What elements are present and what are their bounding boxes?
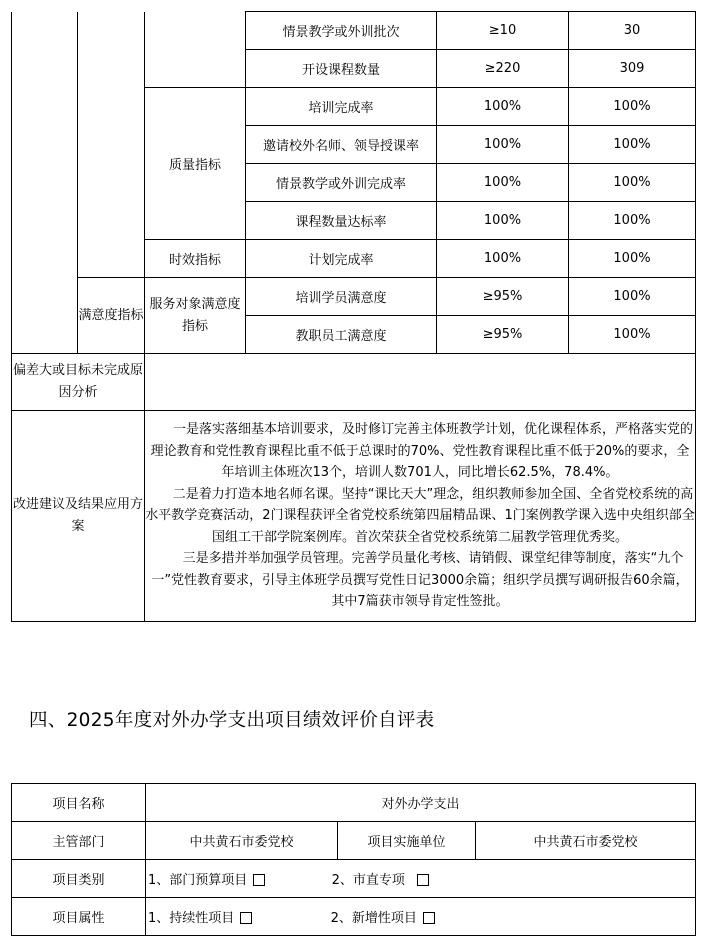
target-cell: 100%: [437, 240, 569, 278]
dept-value: 中共黄石市委党校: [146, 822, 338, 860]
project-name-label: 项目名称: [12, 784, 146, 822]
dept-label: 主管部门: [12, 822, 146, 860]
project-info-table: [11, 783, 696, 936]
metric-cell: 邀请校外名师、领导授课率: [246, 126, 437, 164]
actual-cell: 100%: [569, 202, 696, 240]
target-cell: ≥10: [437, 12, 569, 50]
deviation-analysis-label: 偏差大或目标未完成原因分析: [12, 354, 145, 411]
actual-cell: 100%: [569, 240, 696, 278]
service-satisfaction-label: 服务对象满意度指标: [145, 278, 246, 354]
improvement-paragraph: 三是多措并举加强学员管理。完善学员量化考核、请销假、课堂纪律等制度，落实“九个一”党性教育要求，引导主体班学员撰写党性日记3000余篇；组织学员撰写调研报告60余篇，其中7篇获市领导肯定性签批。: [151, 551, 689, 610]
metric-cell: 培训学员满意度: [246, 278, 437, 316]
checkbox-icon[interactable]: [417, 874, 429, 886]
target-cell: 100%: [437, 88, 569, 126]
impl-unit-label: 项目实施单位: [338, 822, 476, 860]
impl-unit-value: 中共黄石市委党校: [476, 822, 696, 860]
project-name-value: 对外办学支出: [146, 784, 696, 822]
attribute-label: 项目属性: [12, 898, 146, 936]
attribute-option-2: 2、新增性项目: [330, 911, 417, 926]
actual-cell: 100%: [569, 278, 696, 316]
section-heading: 四、2025年度对外办学支出项目绩效评价自评表: [29, 710, 435, 731]
metric-cell: 情景教学或外训完成率: [246, 164, 437, 202]
target-cell: ≥220: [437, 50, 569, 88]
output-indicator-cell: [78, 12, 145, 278]
deviation-analysis-value: [145, 354, 696, 411]
category-label: 项目类别: [12, 860, 146, 898]
improvement-plan-text: [145, 411, 696, 622]
category-options: [146, 860, 696, 898]
target-cell: 100%: [437, 202, 569, 240]
target-cell: ≥95%: [437, 316, 569, 354]
metric-cell: 计划完成率: [246, 240, 437, 278]
performance-indicator-table: [11, 11, 696, 622]
improvement-plan-label: 改进建议及结果应用方案: [12, 411, 145, 622]
metric-cell: 开设课程数量: [246, 50, 437, 88]
metric-cell: 培训完成率: [246, 88, 437, 126]
time-indicator-label: 时效指标: [145, 240, 246, 278]
metric-cell: 教职员工满意度: [246, 316, 437, 354]
category-option-1: 1、部门预算项目: [148, 873, 248, 888]
actual-cell: 309: [569, 50, 696, 88]
attribute-options: [146, 898, 696, 936]
satisfaction-indicator-label: 满意度指标: [78, 278, 145, 354]
improvement-paragraph: 一是落实落细基本培训要求，及时修订完善主体班教学计划，优化课程体系，严格落实党的理论教育和党性教育课程比重不低于总课时的70%、党性教育课程比重不低于20%的要求，全年培训主体班次13个，培训人数701人，同比增长62.5%，78.4%。: [150, 422, 693, 481]
actual-cell: 100%: [569, 126, 696, 164]
actual-cell: 30: [569, 12, 696, 50]
category-cell: [12, 12, 78, 354]
target-cell: 100%: [437, 164, 569, 202]
metric-cell: 课程数量达标率: [246, 202, 437, 240]
target-cell: 100%: [437, 126, 569, 164]
attribute-option-1: 1、持续性项目: [148, 911, 235, 926]
checkbox-icon[interactable]: [253, 874, 265, 886]
checkbox-icon[interactable]: [423, 912, 435, 924]
quantity-indicator-cell: [145, 12, 246, 88]
improvement-paragraph: 二是着力打造本地名师名课。坚持“课比天大”理念，组织教师参加全国、全省党校系统的高水平教学竞赛活动，2门课程获评全省党校系统第四届精品课、1门案例教学课入选中央组织部全国组工干部学院案例库。首次荣获全省党校系统第二届教学管理优秀奖。: [145, 486, 695, 545]
category-option-2: 2、市直专项: [331, 873, 405, 888]
target-cell: ≥95%: [437, 278, 569, 316]
metric-cell: 情景教学或外训批次: [246, 12, 437, 50]
actual-cell: 100%: [569, 164, 696, 202]
checkbox-icon[interactable]: [240, 912, 252, 924]
actual-cell: 100%: [569, 88, 696, 126]
quality-indicator-label: 质量指标: [145, 88, 246, 240]
actual-cell: 100%: [569, 316, 696, 354]
